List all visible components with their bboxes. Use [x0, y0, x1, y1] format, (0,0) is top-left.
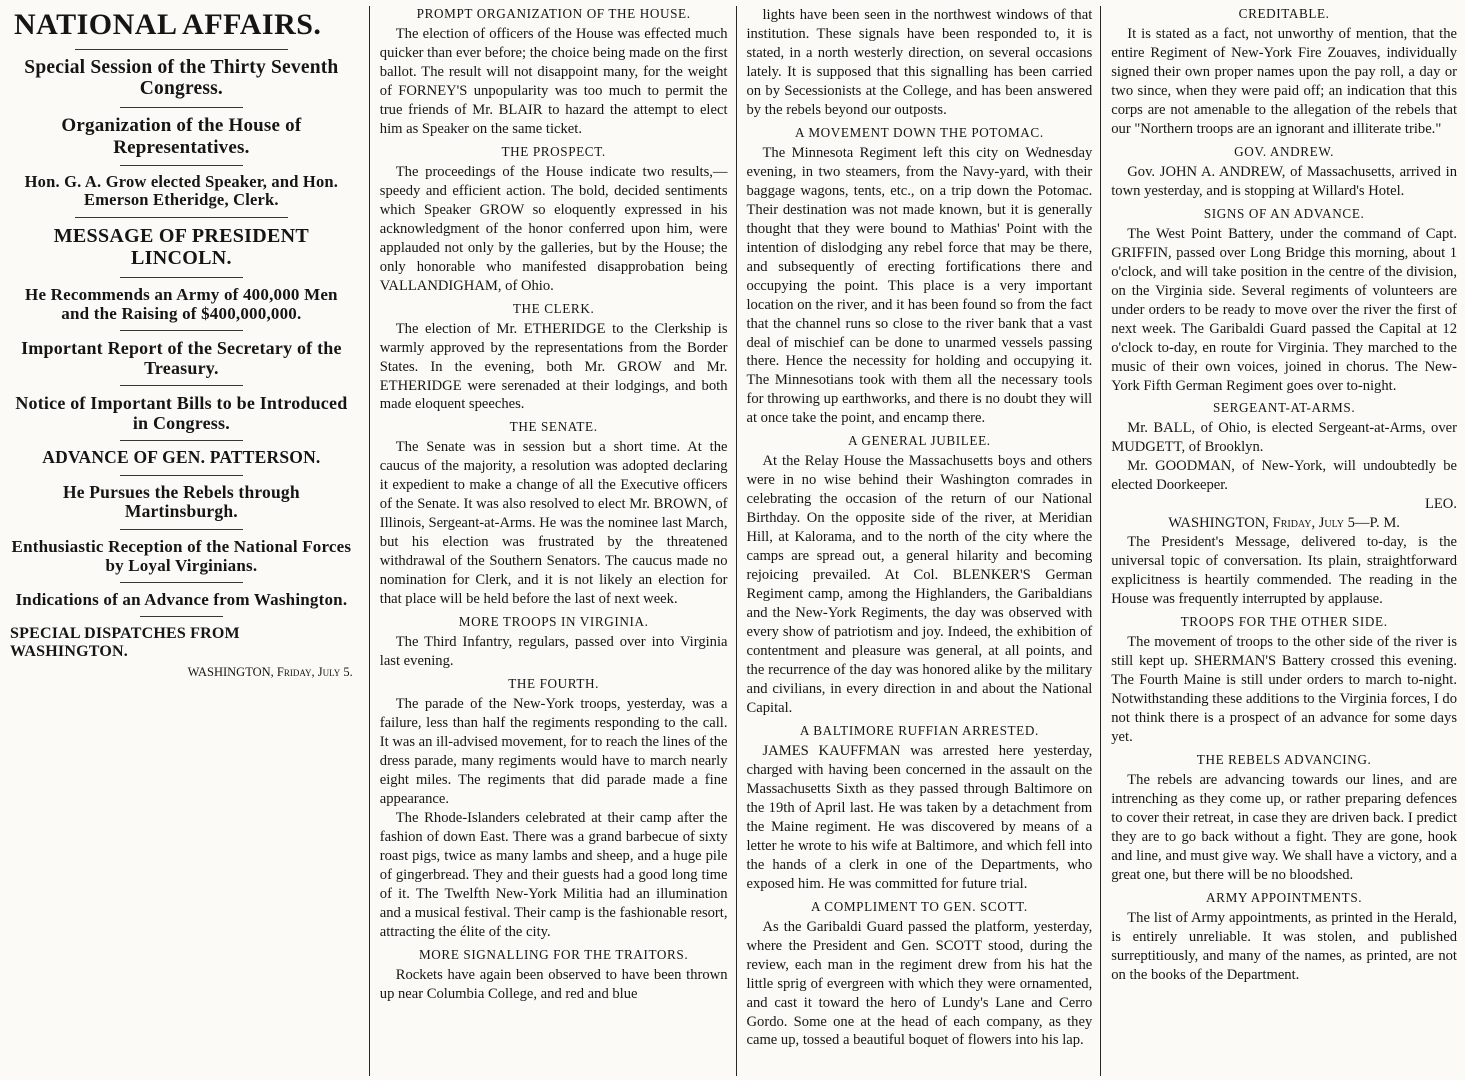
headline-organization: Organization of the House of Representatives.: [61, 115, 302, 158]
section-subhead: A BALTIMORE RUFFIAN ARRESTED.: [799, 722, 1039, 738]
body-paragraph: The Rhode-Islanders celebrated at their camp after the fashion of down East. There was a grand barbecue of sixty roast pigs, twice as many lambs and sheep, and a huge pile of gingerbread. They and their guests had a good long time of it. The Twelfth New-York Militia had an illumination and a musical festival. Their camp is the fashionable resort, attracting the élite of the city.: [379, 809, 728, 940]
page-title: NATIONAL AFFAIRS.: [14, 8, 322, 41]
body-paragraph: The election of officers of the House was effected much quicker than ever before; the choice being made on the first ballot. The result will not disappoint many, for the weight of FORNEY'S unpopularity was too much to permit the true friends of Mr. BLAIR to hazard the attempt to elect him as Speaker on the same ticket.: [379, 26, 728, 137]
divider: [120, 440, 243, 441]
headline-treasury-report: Important Report of the Secretary of the Treasury.: [21, 337, 342, 378]
headline-session: Special Session of the Thirty Seventh Congress.: [24, 56, 339, 100]
body-paragraph: Rockets have again been observed to have been thrown up near Columbia College, and red and blue: [379, 966, 728, 1002]
headline-reception: Enthusiastic Reception of the National Forces by Loyal Virginians.: [11, 536, 352, 575]
body-paragraph: The Third Infantry, regulars, passed over into Virginia last evening.: [379, 634, 728, 670]
section-subhead: SIGNS OF AN ADVANCE.: [1203, 205, 1365, 221]
section-subhead: MORE SIGNALLING FOR THE TRAITORS.: [418, 946, 689, 962]
section-subhead: SERGEANT-AT-ARMS.: [1213, 400, 1356, 416]
section-subhead: ARMY APPOINTMENTS.: [1206, 889, 1363, 905]
section-subhead: THE CLERK.: [512, 300, 595, 316]
headline-advance-indications: Indications of an Advance from Washington.: [15, 590, 348, 610]
body-paragraph: The President's Message, delivered to-day, is the universal topic of conversation. Its plain, straightforward explicitness is heartily commended. The reading in the House was frequently interrupted by applause.: [1111, 534, 1457, 608]
divider: [120, 475, 243, 476]
divider: [120, 385, 243, 386]
headline-martinsburgh: He Pursues the Rebels through Martinsburgh.: [62, 481, 300, 522]
body-paragraph: lights have been seen in the northwest windows of that institution. These signals have been responded to, it is stated, in a north westerly direction, on several occasions lately. It is supposed that this signalling has been carried on by Secessionists at the College, and has been answered by the rebels beyond our outposts.: [746, 7, 1093, 118]
column-two: [369, 6, 728, 1076]
divider: [120, 529, 243, 530]
section-subhead: CREDITABLE.: [1238, 6, 1330, 21]
section-subhead: A GENERAL JUBILEE.: [848, 433, 991, 449]
section-subhead: THE FOURTH.: [508, 676, 600, 692]
divider: [75, 49, 288, 50]
section-subhead: PROMPT ORGANIZATION OF THE HOUSE.: [416, 6, 691, 21]
section-subhead: THE PROSPECT.: [501, 143, 606, 159]
column-headlines: [10, 6, 361, 1076]
body-paragraph: The rebels are advancing towards our lines, and are intrenching as they come up, or rather preparing defences to cover their retreat, in case they are driven back. I predict they are to go back without a fight. They are gone, hook and line, and must give way. We shall have a victory, and a great one, but there will be no bloodshed.: [1111, 771, 1457, 883]
divider: [120, 165, 243, 166]
headline-officers: Hon. G. A. Grow elected Speaker, and Hon. Emerson Etheridge, Clerk.: [24, 171, 339, 210]
headline-message: MESSAGE OF PRESIDENT LINCOLN.: [53, 224, 310, 270]
body-paragraph: The list of Army appointments, as printed in the Herald, is entirely unreliable. It was stolen, and published surreptitiously, and many of the names, as printed, are not on the books of the Department.: [1111, 909, 1457, 983]
special-dispatches-head: SPECIAL DISPATCHES FROM WASHINGTON.: [10, 625, 240, 660]
section-subhead: THE SENATE.: [509, 419, 598, 435]
section-subhead: TROOPS FOR THE OTHER SIDE.: [1180, 614, 1388, 630]
body-paragraph: Gov. JOHN A. ANDREW, of Massachusetts, arrived in town yesterday, and is stopping at Willard's Hotel.: [1111, 163, 1457, 199]
body-paragraph: The proceedings of the House indicate two results,—speedy and efficient action. The bold, decided sentiments which Speaker GROW so eloquently expressed in his acknowledgment of the honor conferred upon him, were applauded not only by the galleries, but by the House; the only honorable who manifested disapprobation being VALLANDIGHAM, of Ohio.: [379, 163, 728, 294]
divider: [120, 277, 243, 278]
body-paragraph: JAMES KAUFFMAN was arrested here yesterday, charged with having been concerned in the assault on the Massachusetts Sixth as they passed through Baltimore on the 19th of April last. He was taken by a detachment from the Maine regiment. He was discovered by means of a letter he wrote to his wife at Baltimore, and which fell into the hands of a clerk in one of the Departments, who exposed him. He was committed for future trial.: [746, 742, 1093, 892]
section-subhead: GOV. ANDREW.: [1234, 143, 1335, 159]
body-paragraph: At the Relay House the Massachusetts boys and others were in no wise behind their Washington comrades in celebrating the occasion of the return of our National Birthday. On the opposite side of the river, at Meridian Hill, at Kalorama, and to the north of the city where the camps are spread out, a general hilarity and becoming rejoicing prevailed. At Col. BLENKER'S German Regiment camp, among the Highlanders, the Garibaldians and the New-York Regiments, the day was observed with every show of patriotism and joy. Indeed, the exhibition of contentment and pleasure was general, at all points, and the recurrence of the day was honored alike by the military and civilians, in every direction in and about the National Capital.: [746, 453, 1093, 716]
body-paragraph: The Minnesota Regiment left this city on Wednesday evening, in two steamers, from the Navy-yard, with their baggage wagons, tents, etc., on a trip down the Potomac. Their destination was not made known, but it is generally thought that they were bound to Mathias' Point with the intention of dislodging any rebel force that may be there, and subsequently of erecting fortifications there and occupying the point. This place is a very important location on the river, and it has been found so from the fact that the channel runs so close to the river bank that a vast deal of mischief can be done to unarmed vessels passing there. Hence the necessity for holding and occupying it. The Minnesotians took with them all the necessary tools for throwing up earthworks, and there is no doubt they will at once take the point, and encamp there.: [746, 144, 1093, 427]
section-subhead: MORE TROOPS IN VIRGINIA.: [458, 614, 649, 630]
headline-patterson-advance: ADVANCE OF GEN. PATTERSON.: [42, 447, 321, 468]
body-paragraph: The Senate was in session but a short time. At the caucus of the majority, a resolution was adopted declaring it expedient to make a change of all the Executive officers of the Senate. It was also resolved to elect Mr. BROWN, of Illinois, Sergeant-at-Arms. He was the nominee last March, but his election was frustrated by the threatened withdrawal of the Southern Senators. The caucus made no nomination for Clerk, and it is not likely an election for that place will be held before the last of next week.: [379, 439, 728, 608]
body-paragraph: The parade of the New-York troops, yesterday, was a failure, less than half the regiments responding to the call. It was an ill-advised movement, for to reach the lines of the dress parade, many regiments would have to march nearly eight miles. The regiments that did parade made a fine appearance.: [379, 696, 728, 807]
headline-army-recommendation: He Recommends an Army of 400,000 Men and the Raising of $400,000,000.: [25, 284, 338, 323]
correspondent-signature: LEO.: [1424, 496, 1457, 513]
headline-bills-notice: Notice of Important Bills to be Introduced in Congress.: [15, 392, 348, 434]
section-subhead: A MOVEMENT DOWN THE POTOMAC.: [795, 124, 1044, 140]
body-paragraph: Mr. GOODMAN, of New-York, will undoubtedly be elected Doorkeeper.: [1111, 458, 1457, 494]
body-paragraph: The movement of troops to the other side of the river is still kept up. SHERMAN'S Battery crossed this evening. The Fourth Maine is still under orders to march to-night. Notwithstanding these additions to the Virginia forces, I do not think there is a prospect of an advance for some days yet.: [1111, 634, 1457, 745]
body-paragraph: The election of Mr. ETHERIDGE to the Clerkship is warmly approved by the representations from the Border States. In the evening, both Mr. GROW and Mr. ETHERIDGE were serenaded at their lodgings, and both made eloquent speeches.: [379, 320, 728, 413]
section-subhead: THE REBELS ADVANCING.: [1196, 751, 1372, 767]
dateline: WASHINGTON, Friday, July 5.: [187, 664, 353, 679]
dateline: WASHINGTON, Friday, July 5—P. M.: [1168, 515, 1400, 532]
column-four: [1100, 6, 1457, 1076]
divider: [120, 330, 243, 331]
column-three: [736, 6, 1093, 1076]
divider: [120, 582, 243, 583]
divider: [120, 107, 243, 108]
divider: [140, 616, 222, 617]
section-subhead: A COMPLIMENT TO GEN. SCOTT.: [811, 898, 1028, 914]
body-paragraph: Mr. BALL, of Ohio, is elected Sergeant-at-Arms, over MUDGETT, of Brooklyn.: [1111, 420, 1457, 456]
body-paragraph: The West Point Battery, under the command of Capt. GRIFFIN, passed over Long Bridge this morning, about 1 o'clock, and will take position in the centre of the division, on the Virginia side. Several regiments of volunteers are under orders to be ready to move over the river the first of next week. The Garibaldi Guard passed the Capital at 12 o'clock to-day, en route for Virginia. They marched to the music of their own voices, joined in chorus. The New-York Fifth German Regiment goes over to-night.: [1111, 225, 1457, 394]
body-paragraph: As the Garibaldi Guard passed the platform, yesterday, where the President and Gen. SCOTT stood, during the review, each man in the regiment drew from his hat the little sprig of evergreen with which they were ornamented, and cast it toward the hero of Lundy's Lane and Cerro Gordo. Some one at the head of each company, as they came up, tossed a beautiful boquet of flowers into his lap.: [746, 918, 1093, 1049]
divider: [75, 217, 288, 218]
body-paragraph: It is stated as a fact, not unworthy of mention, that the entire Regiment of New-York Fire Zouaves, individually signed their own proper names upon the pay roll, a day or two since, when they were paid off; an indication that this corps are not amenable to the allegation of the rebels that our "Northern troops are an ignorant and illiterate tribe.": [1111, 26, 1457, 137]
